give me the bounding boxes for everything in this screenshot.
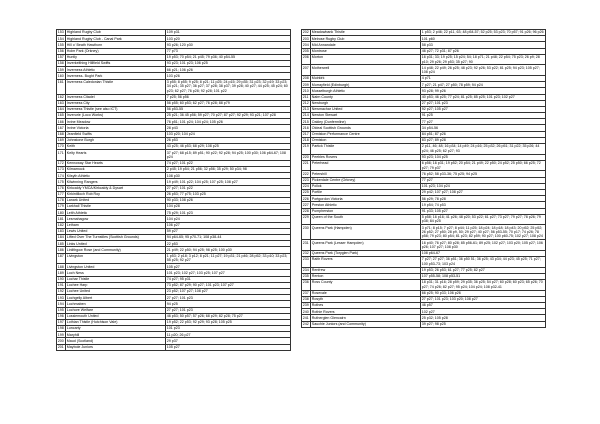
cell-name: Hill o' Beath Hawthorn — [66, 42, 166, 48]
cell-num: 156 — [57, 49, 66, 55]
cell-refs: 7 p27; 27 p27; 36 p51; 36 p50 51; 36 p25; 43 p34; 44 p23; 45 p25; 71 p27; 100 p53-73; 103 p24 — [421, 257, 546, 268]
cell-refs: 21 p49; 22 p50; 94 p25; 98 p25; 100 p30 — [166, 247, 291, 253]
cell-name: Kilsyth Athletic — [66, 173, 166, 179]
cell-name: Inverness Citadel — [66, 95, 166, 101]
cell-name: Mid Annandale — [311, 42, 421, 48]
cell-name: Keith — [66, 144, 166, 150]
cell-num: 226 — [302, 196, 311, 202]
cell-refs: 84 p51; 87 p26 — [421, 132, 546, 138]
cell-name: Musselburgh Athletic — [311, 88, 421, 94]
cell-refs: 93 p23; 104 p25 — [421, 155, 546, 161]
cell-name: Highland Rugby Club - Canal Park — [66, 36, 166, 42]
cell-name: Kilwinning Rangers — [66, 179, 166, 185]
cell-refs: 14 p48; 22 p49; 26 p25; 48 p23; 92 p26; 53 p22; 81 p25; 94 p23; 105 p27; 108 p24 — [421, 65, 546, 76]
cell-num: 169 — [57, 138, 66, 144]
cell-refs: 29 p42; 107 p27; 108 p27 — [421, 190, 546, 196]
cell-num: 218 — [302, 138, 311, 144]
cell-num: 209 — [302, 82, 311, 88]
cell-name: Leith Athletic — [66, 210, 166, 216]
cell-name: Petershill — [311, 171, 421, 177]
cell-refs: 101 p23; 104 p24 — [421, 184, 546, 190]
cell-name: Johnstone Burgh — [66, 138, 166, 144]
cell-refs: 77 p27 — [421, 178, 546, 184]
cell-num: 227 — [302, 202, 311, 208]
cell-refs: 2 p45; 19 p54; 21 p56; 32 p56; 35 p29; 50 p34; 98 — [166, 167, 291, 173]
cell-num: 220 — [302, 155, 311, 161]
cell-refs: 91 p33; 105 p27 — [421, 209, 546, 215]
cell-name: Lanark United — [66, 198, 166, 204]
cell-refs: 75 p29; 101 p23 — [166, 210, 291, 216]
cell-num: 208 — [302, 76, 311, 82]
cell-name: Rosevale — [311, 291, 421, 297]
cell-name: Meadowbank Thistle — [311, 30, 421, 36]
cell-num: 228 — [302, 209, 311, 215]
cell-refs: 27 p27; 101 p23 — [421, 101, 546, 107]
cell-num: 166 — [57, 119, 66, 125]
cell-name: Queens Park (Toryglen Park) — [311, 251, 421, 257]
cell-name: Melrose Rugby Club — [311, 36, 421, 42]
cell-num: 206 — [302, 55, 311, 66]
cell-refs: 19 p49; 101 p22; 104 p25; 107 p25; 108 p27 — [166, 179, 291, 185]
index-table-left — [56, 29, 291, 351]
cell-num: 178 — [57, 198, 66, 204]
cell-name: Oakley (Dunfermline) — [311, 119, 421, 125]
cell-num: 223 — [302, 178, 311, 184]
cell-num: 207 — [302, 65, 311, 76]
cell-num: 198 — [57, 326, 66, 332]
cell-num: 159 — [57, 67, 66, 73]
cell-name: Newmachar United — [311, 107, 421, 113]
cell-num: 165 — [57, 113, 66, 119]
cell-name: Irvine Victoria — [66, 125, 166, 131]
cell-name: Muirkirk — [311, 76, 421, 82]
cell-name: Lifted Over The Turnstiles (Scottish Grounds) — [66, 235, 166, 241]
cell-num: 187 — [57, 254, 66, 265]
cell-num: 177 — [57, 192, 66, 198]
cell-refs: 94 p64-65; 95 p70-71; 108 p38-44 — [166, 235, 291, 241]
cell-num: 217 — [302, 132, 311, 138]
cell-refs: 11 p20; 26 p27 — [166, 332, 291, 338]
cell-name: Luncarty — [66, 326, 166, 332]
cell-name: Kelty Hearts — [66, 150, 166, 161]
cell-name: Peebles Rovers — [311, 155, 421, 161]
cell-refs: 103 p26 — [166, 73, 291, 79]
cell-refs: 56 p55; 60 p53; 62 p27; 76 p28; 88 p79 — [166, 101, 291, 107]
cell-num: 162 — [57, 95, 66, 101]
cell-refs: 93 p26; 120 p30 — [166, 42, 291, 48]
cell-refs: 43 p25; 46 p53; 68 p29; 108 p25 — [166, 144, 291, 150]
cell-num: 180 — [57, 210, 66, 216]
cell-num: 241 — [302, 315, 311, 321]
cell-num: 197 — [57, 320, 66, 326]
cell-refs: 1 p53; 2 p18; 3 p12; 8 p21; 11 p27; 19 p31; 21 p46; 28 p52; 33 p10; 33 p23; 55 p25; 92 p27 — [166, 254, 291, 265]
cell-name: Lochmaben — [66, 301, 166, 307]
cell-name: Rothie Rovers — [311, 309, 421, 315]
cell-refs: 101 p23; 102 p27; 103 p25; 107 p27 — [166, 270, 291, 276]
cell-name: Lossiemouth United — [66, 314, 166, 320]
cell-name: Kennoway Star Hearts — [66, 161, 166, 167]
cell-refs: 77 p73 — [166, 49, 291, 55]
cell-name: Inverness Caledonian Thistle — [66, 80, 166, 95]
cell-num: 238 — [302, 297, 311, 303]
cell-num: 236 — [302, 280, 311, 291]
cell-name: Pumpherston — [311, 209, 421, 215]
cell-refs: 90 p33; 108 p26 — [166, 198, 291, 204]
cell-refs: 39 p27; 98 p25 — [421, 322, 546, 328]
cell-refs: 3 p71; 8 p15; 7 p27; 8 p44; 11 p25; 18 p24; 18 p18; 18 p43; 20 p52; 25 p52; 26 p52; 27 p50; 28 p9, 50; 29 p27; 40 p27; 56 p53-55; 70 p17; 74 p26; 78 p58; 79 p23; 80 p54; 81 p23; 82 p59; 90 p27; 100 p60-75; 102 p27; 108 p24 — [421, 225, 546, 240]
cell-refs: 5 p58; 16 p16; 41 p26; 48 p20; 53 p22; 61 p27; 73 p27; 79 p27; 78 p26; 79 p38; 84 p25 — [421, 215, 546, 226]
cell-name: Kirkintilloch Rob Roy — [66, 192, 166, 198]
cell-refs: 25 p21; 36 45 p56; 59 p27; 70 p27; 87 p27; 92 p29; 93 p21; 107 p28 — [166, 113, 291, 119]
cell-num: 213 — [302, 107, 311, 113]
cell-name: Loch Ness — [66, 270, 166, 276]
cell-name: Inverness Athletic — [66, 67, 166, 73]
cell-refs: 7 p27; 21 p47; 27 p50; 78 p59; 94 p24 — [421, 82, 546, 88]
cell-name: Highland Rugby Club — [66, 30, 166, 36]
cell-name: Pickerdale Centre (Orkney) — [311, 178, 421, 184]
cell-num: 168 — [57, 132, 66, 138]
cell-name: Maybole Juniors — [66, 345, 166, 351]
cell-num: 212 — [302, 101, 311, 107]
cell-refs: 19 p53; 26 p53; 61 p27; 77 p25; 82 p27 — [421, 268, 546, 274]
cell-num: 233 — [302, 257, 311, 268]
cell-refs: 27 p27; 101 p22 — [166, 186, 291, 192]
cell-refs: 46 p57 — [421, 303, 546, 309]
cell-refs: 19 p53; 70 p54; 21 p45; 79 p36; 40 p54-55 — [166, 55, 291, 61]
cell-refs: 66 p25; 90 p33; 106 p26 — [421, 291, 546, 297]
cell-refs: 74 p27; 95 p31 — [166, 277, 291, 283]
cell-name: Newburgh — [311, 101, 421, 107]
cell-name: Murrayfield (Edinburgh) — [311, 82, 421, 88]
cell-name: Renton — [311, 274, 421, 280]
cell-refs: 18 p31; 31 p16; 28 p59; 29 p35; 36 p25; 54 p27; 60 p28; 60 p23; 65 p26; 70 p27; 74 p26; 82 p27; 95 p24; 104 p24; 108 p32-41 — [421, 280, 546, 291]
cell-refs: 4 p71 — [421, 76, 546, 82]
cell-num: 242 — [302, 322, 311, 328]
cell-name: Kirkcaldy YMCA/Kirkcaldy & Dysart — [66, 186, 166, 192]
index-table-right — [301, 29, 546, 328]
cell-num: 183 — [57, 229, 66, 235]
cell-num: 225 — [302, 190, 311, 196]
cell-refs: 28 p43 — [166, 125, 291, 131]
cell-num: 192 — [57, 289, 66, 295]
cell-name: Rosyth — [311, 297, 421, 303]
cell-num: 239 — [302, 303, 311, 309]
cell-name: Lochore Welfare — [66, 308, 166, 314]
cell-refs: 16 p40; 76 p27; 80 p28; 85 p56-61; 89 p25; 102 p27; 103 p20; 105 p27; 106 p26; 107 p27; 108 p30 — [421, 240, 546, 251]
cell-name: Kilmarnock — [66, 167, 166, 173]
cell-refs: 56 p29; 78 p28 — [421, 196, 546, 202]
cell-refs: 104 p24 — [166, 216, 291, 222]
cell-num: 229 — [302, 215, 311, 226]
cell-num: 216 — [302, 125, 311, 131]
cell-num: 196 — [57, 314, 66, 320]
cell-num: 164 — [57, 107, 66, 113]
cell-refs: 107 p55-58; 108 p53-51 — [421, 274, 546, 280]
cell-name: Pollok — [311, 184, 421, 190]
cell-name: Renfrew — [311, 268, 421, 274]
cell-name: Jeanfield Swifts — [66, 132, 166, 138]
cell-num: 184 — [57, 235, 66, 241]
cell-num: 181 — [57, 216, 66, 222]
cell-name: Maud (Scotland) — [66, 338, 166, 344]
cell-refs: 29 p37 — [166, 338, 291, 344]
cell-num: 219 — [302, 144, 311, 155]
cell-refs: 26 p53; 77 p75; 103 p25 — [166, 192, 291, 198]
cell-name: Lochar Thistle — [66, 277, 166, 283]
cell-name: Lochee United — [66, 289, 166, 295]
cell-refs: 27 p27; 101 p23 — [166, 295, 291, 301]
cell-name: Oldeal Scottish Grounds — [311, 125, 421, 131]
cell-num: 161 — [57, 80, 66, 95]
cell-name: Preston Athletic — [311, 202, 421, 208]
cell-num: 153 — [57, 30, 66, 36]
cell-refs: 74 p27; 101 p22 — [166, 161, 291, 167]
cell-num: 193 — [57, 295, 66, 301]
cell-name: Newton Stewart — [311, 113, 421, 119]
cell-refs: 46 p27; 72 p31; 87 p26 — [421, 49, 546, 55]
cell-num: 237 — [302, 291, 311, 297]
cell-num: 176 — [57, 186, 66, 192]
cell-refs: 2 p11, 46; 48; 16 p34; 14 p49; 24 p16; 25 p32; 26 p51; 31 p22; 35 p26; 44 p24; 46 p25; 62 p27; 93 — [421, 144, 546, 155]
cell-num: 232 — [302, 251, 311, 257]
cell-refs: 59 p27 — [166, 229, 291, 235]
cell-name: Lesmahagow — [66, 216, 166, 222]
cell-refs: 92 p27; 105 p27 — [421, 107, 546, 113]
cell-num: 230 — [302, 225, 311, 240]
cell-refs: 3 p55; 8 p55; 9 p25; 8 p21; 11 p25; 24 p15; 29 p35; 31 p23; 32 p19; 33 p23; 34 p21; 35 p27; 36 p27; 37 p28; 38 p37; 39 p28; 40 p27; 44 p25; 45 p24; 60 p23; 62 p27; 76 p28; 92 p28; 101 p22 — [166, 80, 291, 95]
cell-num: 210 — [302, 88, 311, 94]
cell-num: 222 — [302, 171, 311, 177]
cell-refs: 66 p21; 106 p26 — [166, 67, 291, 73]
cell-name: Nairn County — [311, 95, 421, 101]
cell-refs: 40 p53; 46 p25; 77 p24; 81 p25; 85 p25; 101 p23; 102 p27 — [421, 95, 546, 101]
cell-name: Inverness City — [66, 101, 166, 107]
cell-num: 204 — [302, 42, 311, 48]
cell-name: Portgordon Victoria — [311, 196, 421, 202]
cell-num: 155 — [57, 42, 66, 48]
cell-refs: 23 p52; 107 p27; 108 p27 — [166, 289, 291, 295]
cell-num: 215 — [302, 119, 311, 125]
cell-refs: 26 p53 — [166, 138, 291, 144]
cell-refs: 103 p20; 104 p24 — [166, 132, 291, 138]
cell-refs: 1 p53; 2 p46; 22 p11, 63; 48 p54-57; 52 p25; 53 p23; 70 p57; 91 p26; 96 p26 — [421, 30, 546, 36]
cell-name: Ormiston — [311, 138, 421, 144]
cell-num: 163 — [57, 101, 66, 107]
cell-num: 200 — [57, 338, 66, 344]
cell-name: Ross County — [311, 280, 421, 291]
cell-refs: 73 p52; 87 p29; 90 p27; 101 p23; 107 p27 — [166, 283, 291, 289]
cell-name: Letham — [66, 223, 166, 229]
cell-name: Inverkeithing Hillfield Swifts — [66, 61, 166, 67]
cell-num: 186 — [57, 247, 66, 253]
cell-num: 194 — [57, 301, 66, 307]
cell-refs: 102 p27 — [421, 309, 546, 315]
cell-refs: 103 p20 — [166, 36, 291, 42]
cell-num: 191 — [57, 283, 66, 289]
cell-name: Lochee Harp — [66, 283, 166, 289]
cell-num: 234 — [302, 268, 311, 274]
cell-name: Motherwell — [311, 65, 421, 76]
cell-name: Rutherglen Glencairn — [311, 315, 421, 321]
cell-num: 201 — [57, 345, 66, 351]
cell-num: 158 — [57, 61, 66, 67]
cell-refs: 27 p27; 101 p23 — [166, 308, 291, 314]
cell-num: 154 — [57, 36, 66, 42]
cell-num: 203 — [302, 36, 311, 42]
cell-refs: 58 p33 — [421, 42, 546, 48]
cell-name: Huntly — [66, 55, 166, 61]
cell-name: Links United — [66, 241, 166, 247]
cell-name: Inverurie (Loco Works) — [66, 113, 166, 119]
cell-refs: 16 p31; 33; 19 p25; 15 p24; 54; 18 p71; 21 p48; 22 p54; 75 p23; 26 p9; 28 p10; 29 p26; 29 p53; 35 p27; 90 — [421, 55, 546, 66]
cell-num: 189 — [57, 270, 66, 276]
cell-name: Lewis United — [66, 229, 166, 235]
cell-name: Livingston — [66, 254, 166, 265]
cell-refs: 19 p54; 74 p53 — [421, 202, 546, 208]
cell-refs: 56 p53-55 — [166, 107, 291, 113]
cell-num: 160 — [57, 73, 66, 79]
cell-refs: 109 p31 — [166, 30, 291, 36]
cell-num: 172 — [57, 161, 66, 167]
cell-num: 182 — [57, 223, 66, 229]
cell-num: 175 — [57, 179, 66, 185]
cell-num: 205 — [302, 49, 311, 55]
cell-num: 157 — [57, 55, 66, 61]
cell-name: Irvine Meadow — [66, 119, 166, 125]
cell-refs: 76 p52; 58 p33-36; 75 p25; 94 p25 — [421, 171, 546, 177]
cell-num: 214 — [302, 113, 311, 119]
cell-name: Livingston United — [66, 264, 166, 270]
cell-refs: 76 p51; 101 p24; 104 p24; 105 p26 — [166, 119, 291, 125]
cell-num: 171 — [57, 150, 66, 161]
cell-name: Morton — [311, 55, 421, 66]
cell-refs: 34 p54-56 — [421, 125, 546, 131]
cell-name: Peterhead — [311, 161, 421, 172]
cell-refs: 101 p23 — [166, 326, 291, 332]
cell-num: 190 — [57, 277, 66, 283]
cell-refs: 94 p25 — [166, 301, 291, 307]
cell-refs: 91 p25 — [421, 113, 546, 119]
cell-name: Queen of the South — [311, 215, 421, 226]
cell-name: Inverness Thistle (see also ICT) — [66, 107, 166, 113]
cell-refs: 46 p53; 50 p57; 57 p26; 68 p29; 82 p28; 75 p27 — [166, 314, 291, 320]
cell-num: 174 — [57, 173, 66, 179]
cell-refs: 101 p60 — [421, 36, 546, 42]
cell-name: Linlithgow Rose (and Community) — [66, 247, 166, 253]
cell-name: Larkhall Thistle — [66, 204, 166, 210]
cell-name: Sauchie Juniors (and Community) — [311, 322, 421, 328]
cell-name: Maryhill — [66, 332, 166, 338]
cell-num: 224 — [302, 184, 311, 190]
cell-refs: 6 p56; 16 p31; 19 p52; 20 p54; 21 p49; 22 p50; 24 p52; 25 p50; 66 p25; 72 p27; 79 p37 — [421, 161, 546, 172]
cell-refs: 93 p23; 101 p23; 106 p25 — [166, 61, 291, 67]
cell-name: Partick Thistle — [311, 144, 421, 155]
cell-name: Lochgelly Albert — [66, 295, 166, 301]
cell-num: 170 — [57, 144, 66, 150]
cell-name: Portlie — [311, 190, 421, 196]
cell-num: 211 — [302, 95, 311, 101]
cell-name: Queens Park (Hampden) — [311, 225, 421, 240]
cell-num: 188 — [57, 264, 66, 270]
cell-num: 231 — [302, 240, 311, 251]
cell-refs: 77 p27 — [421, 119, 546, 125]
cell-num: 167 — [57, 125, 66, 131]
cell-refs: 108 p30 — [166, 173, 291, 179]
cell-num: 185 — [57, 241, 66, 247]
cell-num: 179 — [57, 204, 66, 210]
cell-name: Ormiston Performance Centre — [311, 132, 421, 138]
cell-name: Queens Park (Lesser Hampden) — [311, 240, 421, 251]
cell-refs: 19 p52; 22 p53; 92 p29; 93 p28; 105 p25 — [166, 320, 291, 326]
cell-name: Montrose — [311, 49, 421, 55]
cell-refs: 105 p27 — [166, 345, 291, 351]
cell-refs: 83 p27; 89 p28 — [421, 138, 546, 144]
cell-refs: 22 p53 — [166, 241, 291, 247]
cell-refs: 25 p32; 105 p28 — [421, 315, 546, 321]
cell-refs: 7 p25; 56 p56 — [166, 95, 291, 101]
cell-num: 202 — [302, 30, 311, 36]
cell-num: 199 — [57, 332, 66, 338]
cell-refs: 37 p27; 68 p15; 89 p51; 90 p22; 92 p28; 94 p25; 100 p30; 106 p64-67; 108 p24 — [166, 150, 291, 161]
cell-refs: 106 p27 — [166, 223, 291, 229]
cell-num: 221 — [302, 161, 311, 172]
cell-num: 195 — [57, 308, 66, 314]
cell-name: Holm Park (Orkney) — [66, 49, 166, 55]
cell-refs: 27 p27; 101 p23; 103 p20; 108 p27 — [421, 297, 546, 303]
cell-refs: 105 p27 — [166, 264, 291, 270]
cell-refs: 108 p64-67 — [421, 251, 546, 257]
cell-name: Inverness- Bught Park — [66, 73, 166, 79]
cell-name: Raith Rovers — [311, 257, 421, 268]
cell-refs: 93 p28; 99 p26 — [421, 88, 546, 94]
cell-name: Rothes — [311, 303, 421, 309]
cell-num: 173 — [57, 167, 66, 173]
cell-num: 240 — [302, 309, 311, 315]
cell-name: Lothian Thistle (Hutchison Vale) — [66, 320, 166, 326]
cell-num: 235 — [302, 274, 311, 280]
cell-refs: 104 p28 — [166, 204, 291, 210]
